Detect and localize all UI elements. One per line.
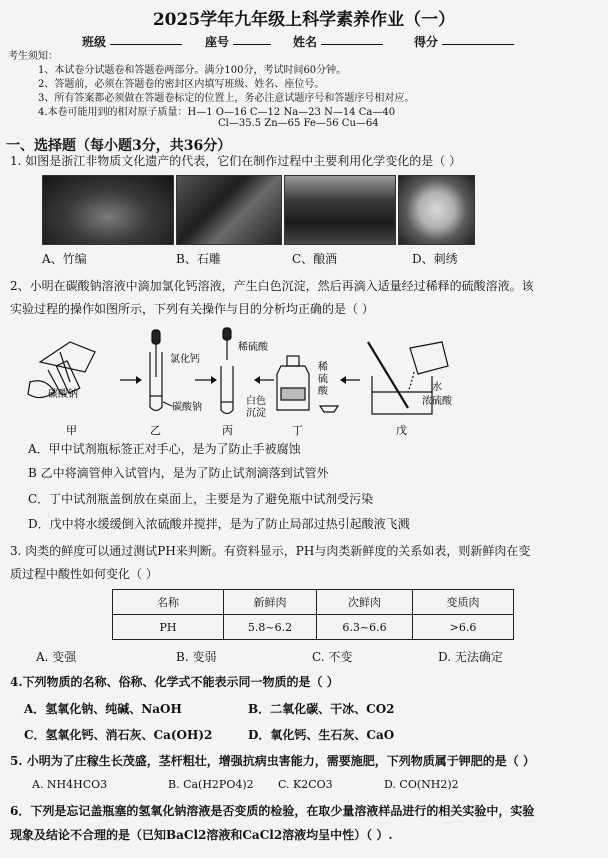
- label-dilute-sulfuric-acid: 稀硫酸: [238, 342, 268, 353]
- score-blank[interactable]: [442, 44, 514, 45]
- table-header-cell: 名称: [113, 590, 224, 615]
- label-jia: 甲: [66, 424, 77, 437]
- label-ding: 丁: [292, 424, 303, 437]
- table-header-cell: 变质肉: [413, 590, 514, 615]
- embroidery-image: [398, 175, 475, 245]
- tube-precipitate-illustration: [221, 328, 233, 414]
- arrow-3-head: [254, 376, 260, 384]
- table-cell: >6.6: [413, 615, 514, 640]
- notice-heading: 考生须知：: [8, 51, 58, 62]
- q2-option-d[interactable]: D．戊中将水缓缓倒入浓硫酸并搅拌，是为了防止局部过热引起酸液飞溅: [28, 517, 410, 531]
- bamboo-weaving-image: [42, 175, 174, 245]
- q4-option-d[interactable]: D．氧化钙、生石灰、CaO: [248, 728, 395, 742]
- brewing-image: [284, 175, 396, 245]
- notice-line-1: 1、本试卷分试题卷和答题卷两部分。满分100分，考试时间60分钟。: [38, 65, 347, 76]
- section-title: 一、选择题（每小题3分，共36分）: [6, 138, 232, 154]
- q3-stem-2: 质过程中酸性如何变化（ ）: [10, 567, 158, 581]
- lab-procedure-diagram: [0, 322, 608, 438]
- q1-stem: 1. 如图是浙江非物质文化遗产的代表，它们在制作过程中主要利用化学变化的是（ ）: [10, 154, 462, 168]
- q3-option-a[interactable]: A. 变强: [36, 650, 77, 664]
- arrow-4-head: [340, 376, 346, 384]
- arrow-1-head: [136, 376, 142, 384]
- q5-stem: 5. 小明为了庄稼生长茂盛，茎杆粗壮，增强抗病虫害能力，需要施肥，下列物质属于钾肥的是（ ）: [10, 754, 535, 768]
- name-blank[interactable]: [321, 44, 383, 45]
- table-cell: 6.3~6.6: [317, 615, 413, 640]
- table-header-cell: 次鲜肉: [317, 590, 413, 615]
- q1-option-b[interactable]: B、石雕: [176, 252, 221, 266]
- label-bing: 丙: [222, 424, 233, 437]
- q2-option-a[interactable]: A．甲中试剂瓶标签正对手心，是为了防止手被腐蚀: [28, 442, 301, 456]
- q2-stem-2: 实验过程的操作如图所示，下列有关操作与目的分析均正确的是（ ）: [10, 302, 374, 316]
- class-label: 班级: [82, 35, 107, 49]
- q2-option-b[interactable]: B 乙中将滴管伸入试管内，是为了防止试剂滴落到试管外: [28, 466, 329, 480]
- label-dilute-3: 酸: [318, 386, 328, 397]
- dropper-tube-illustration: [150, 330, 162, 411]
- ph-table: [112, 589, 514, 640]
- q3-stem-1: 3. 肉类的鲜度可以通过测试PH来判断。有资料显示，PH与肉类新鲜度的关系如表，则新鲜肉在变: [10, 544, 531, 558]
- q6-stem-1: 6．下列是忘记盖瓶塞的氢氧化钠溶液是否变质的检验，在取少量溶液样品进行的相关实验中，实验: [10, 804, 535, 818]
- q6-stem-2: 现象及结论不合理的是（已知BaCl2溶液和CaCl2溶液均呈中性）（ ）.: [10, 828, 393, 842]
- q4-option-b[interactable]: B．二氧化碳、干冰、CO2: [248, 702, 395, 716]
- table-header-cell: 新鲜肉: [224, 590, 317, 615]
- notice-line-5: Cl—35.5 Zn—65 Fe—56 Cu—64: [218, 118, 379, 129]
- label-calcium-chloride: 氯化钙: [170, 354, 200, 365]
- score-label: 得分: [414, 35, 439, 49]
- reagent-bottle-illustration: [277, 356, 338, 412]
- stone-carving-image: [176, 175, 282, 245]
- table-cell: PH: [113, 615, 224, 640]
- q4-stem: 4.下列物质的名称、俗称、化学式不能表示同一物质的是（ ）: [10, 675, 339, 689]
- q1-option-d[interactable]: D、刺绣: [412, 252, 458, 266]
- label-precipitate: 沉淀: [246, 408, 266, 419]
- q1-option-c[interactable]: C、酿酒: [292, 252, 338, 266]
- notice-line-2: 2、答题前，必须在答题卷的密封区内填写班级、姓名、座位号。: [38, 79, 325, 90]
- table-cell: 5.8~6.2: [224, 615, 317, 640]
- q4-option-a[interactable]: A．氢氧化钠、纯碱、NaOH: [24, 702, 182, 716]
- notice-line-4: 4.本卷可能用到的相对原子质量：H—1 O—16 C—12 Na—23 N—14 Ca—40: [38, 107, 396, 118]
- q5-option-b[interactable]: B. Ca(H2PO4)2: [168, 778, 254, 791]
- q2-option-c[interactable]: C．丁中试剂瓶盖倒放在桌面上，主要是为了避免瓶中试剂受污染: [28, 492, 374, 506]
- q5-option-c[interactable]: C. K2CO3: [278, 778, 333, 791]
- page-title: 2025学年九年级上科学素养作业（一）: [152, 10, 456, 30]
- label-conc-sulfuric-acid: 浓硫酸: [422, 396, 452, 407]
- seat-blank[interactable]: [233, 44, 271, 45]
- q4-option-c[interactable]: C．氢氧化钙、消石灰、Ca(OH)2: [24, 728, 213, 742]
- notice-line-3: 3、所有答案都必须做在答题卷标定的位置上，务必注意试题序号和答题序号相对应。: [38, 93, 415, 104]
- label-sodium-carbonate: 碳酸钠: [48, 389, 78, 400]
- label-water: 水: [432, 382, 442, 393]
- q3-option-c[interactable]: C. 不变: [312, 650, 353, 664]
- q3-option-d[interactable]: D. 无法确定: [438, 650, 503, 664]
- q2-stem-1: 2、小明在碳酸钠溶液中滴加氯化钙溶液，产生白色沉淀，然后再滴入适量经过稀释的硫酸溶液。该: [10, 279, 534, 293]
- q5-option-d[interactable]: D. CO(NH2)2: [384, 778, 459, 791]
- table-header-row: [113, 590, 514, 615]
- label-yi: 乙: [150, 424, 161, 437]
- label-sodium-carbonate-b: 碳酸钠: [172, 402, 202, 413]
- q1-option-a[interactable]: A、竹编: [42, 252, 87, 266]
- label-wu: 戊: [396, 424, 407, 437]
- pointer-line: [163, 402, 172, 406]
- class-blank[interactable]: [110, 44, 182, 45]
- arrow-2-head: [211, 376, 217, 384]
- label-white: 白色: [246, 396, 266, 407]
- seat-label: 座号: [205, 35, 230, 49]
- name-label: 姓名: [293, 35, 318, 49]
- label-dilute-2: 硫: [318, 374, 328, 385]
- table-row: [113, 615, 514, 640]
- q3-option-b[interactable]: B. 变弱: [176, 650, 217, 664]
- label-dilute-1: 稀: [318, 362, 328, 373]
- q5-option-a[interactable]: A. NH4HCO3: [32, 778, 108, 791]
